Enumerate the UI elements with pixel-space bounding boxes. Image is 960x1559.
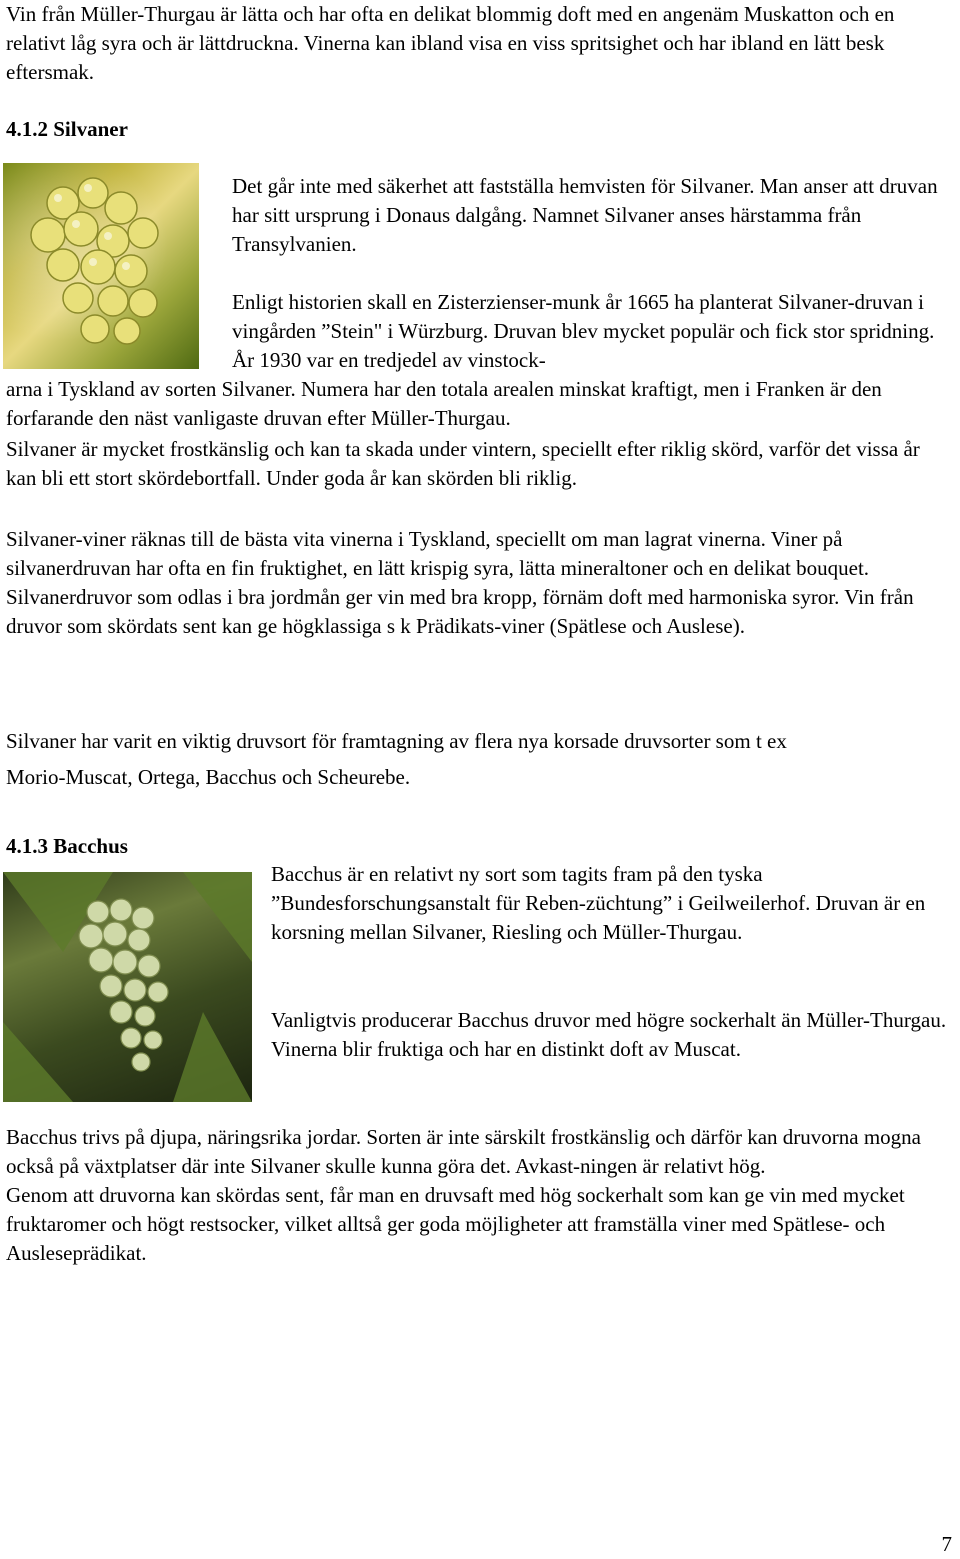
page-number: 7 bbox=[941, 1532, 952, 1556]
silvaner-paragraph-soil: Silvanerdruvor som odlas i bra jordmån ger vin med bra kropp, förnäm doft med harmoniska syror. Vin från druvor som skördats sent kan ge högklassiga s k Prädikats-viner (Spätlese och Auslese). bbox=[6, 585, 914, 638]
section-heading-silvaner: 4.1.2 Silvaner bbox=[6, 117, 128, 141]
bacchus-grapes-image bbox=[3, 872, 252, 1102]
silvaner-paragraph-history: Enligt historien skall en Zisterzienser-munk år 1665 ha planterat Silvaner-druvan i vingården ”Stein" i Würzburg. Druvan blev mycket populär och fick stor spridning. År 1930 var en tredjedel av vinstock- bbox=[232, 290, 935, 372]
silvaner-paragraph-history-cont: arna i Tyskland av sorten Silvaner. Numera har den totala arealen minskat kraftigt, men i Franken är den forfarande den näst vanligaste druvan efter Müller-Thurgau. bbox=[6, 377, 882, 430]
bacchus-paragraph-sugar: Vanligtvis producerar Bacchus druvor med högre sockerhalt än Müller-Thurgau. Vinerna blir fruktiga och har en distinkt doft av Muscat. bbox=[271, 1008, 947, 1061]
silvaner-paragraph-quality: Silvaner-viner räknas till de bästa vita vinerna i Tyskland, speciellt om man lagrat vinerna. Viner på silvanerdruvan har ofta en fin fruktighet, en lätt krispig syra, lätta mineraltoner och en delikat bouquet. bbox=[6, 527, 870, 580]
bacchus-paragraph-harvest: Genom att druvorna kan skördas sent, får man en druvsaft med hög sockerhalt som kan ge vin med mycket fruktaromer och högt restsocker, vilket alltså ger goda möjligheter att framställa viner med Spätlese- och Ausleseprädikat. bbox=[6, 1183, 905, 1265]
silvaner-paragraph-origin: Det går inte med säkerhet att fastställa hemvisten för Silvaner. Man anser att druvan har sitt ursprung i Donaus dalgång. Namnet Silvaner anses härstamma från Transylvanien. bbox=[232, 174, 938, 256]
silvaner-grapes-image bbox=[3, 163, 199, 369]
silvaner-paragraph-crossings-list: Morio-Muscat, Ortega, Bacchus och Scheurebe. bbox=[6, 765, 411, 789]
section-heading-bacchus: 4.1.3 Bacchus bbox=[6, 834, 128, 858]
silvaner-paragraph-frost: Silvaner är mycket frostkänslig och kan ta skada under vintern, speciellt efter riklig skörd, varför det vissa år kan bli ett stort skördebortfall. Under goda år kan skörden bli riklig. bbox=[6, 437, 920, 490]
silvaner-paragraph-crossings: Silvaner har varit en viktig druvsort för framtagning av flera nya korsade druvsorter som t ex bbox=[6, 729, 787, 753]
intro-paragraph: Vin från Müller-Thurgau är lätta och har ofta en delikat blommig doft med en angenäm Muskatton och en relativt låg syra och är lättdruckna. Vinerna kan ibland visa en viss spritsighet och har ibland en lätt besk eftersmak. bbox=[6, 2, 895, 84]
bacchus-paragraph-origin: Bacchus är en relativt ny sort som tagits fram på den tyska ”Bundesforschungsanstalt für Reben-züchtung” i Geilweilerhof. Druvan är en korsning mellan Silvaner, Riesling och Müller-Thurgau. bbox=[271, 862, 926, 944]
bacchus-paragraph-soil: Bacchus trivs på djupa, näringsrika jordar. Sorten är inte särskilt frostkänslig och därför kan druvorna mogna också på växtplatser där inte Silvaner skulle kunna göra det. Avkast-ningen är relativt hög. bbox=[6, 1125, 922, 1178]
